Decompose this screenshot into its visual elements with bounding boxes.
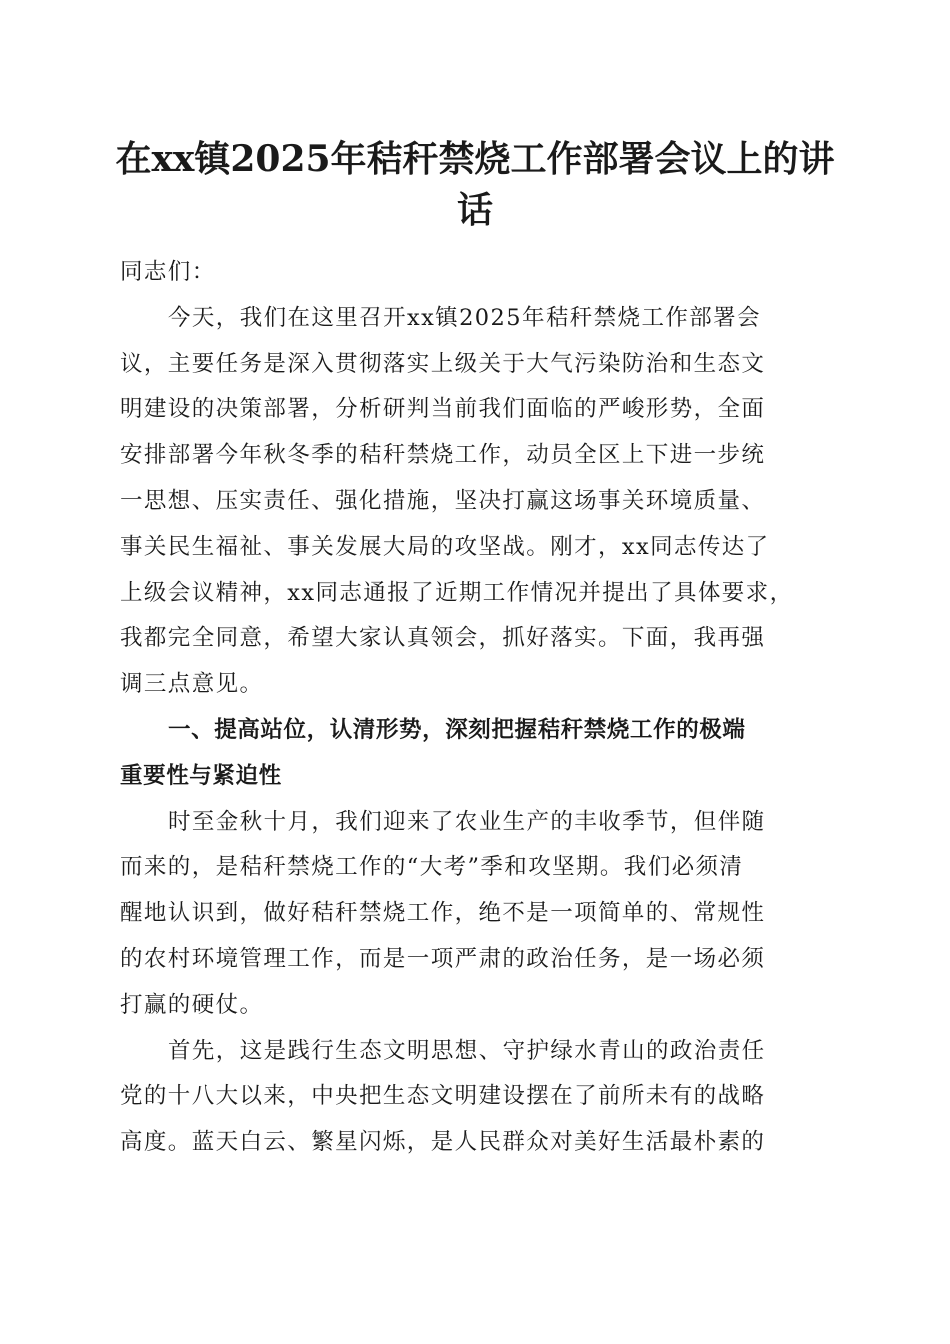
document-title <box>110 134 840 236</box>
paragraph-line: 上级会议精神，xx同志通报了近期工作情况并提出了具体要求， <box>120 579 794 606</box>
paragraph-line: 调三点意见。 <box>120 671 264 698</box>
paragraph-line: 今天，我们在这里召开xx镇2025年秸秆禁烧工作部署会 <box>168 304 761 331</box>
paragraph-line: 安排部署今年秋冬季的秸秆禁烧工作，动员全区上下进一步统 <box>120 442 766 469</box>
paragraph-line: 首先，这是践行生态文明思想、守护绿水青山的政治责任 <box>168 1037 766 1064</box>
document-body <box>120 250 835 1166</box>
salutation: 同志们： <box>120 259 216 285</box>
section-heading: 一、提高站位，认清形势，深刻把握秸秆禁烧工作的极端 <box>168 716 746 743</box>
paragraph-line: 党的十八大以来，中央把生态文明建设摆在了前所未有的战略 <box>120 1083 766 1110</box>
paragraph-line: 事关民生福祉、事关发展大局的攻坚战。刚才，xx同志传达了 <box>120 533 770 560</box>
paragraph-line: 一思想、压实责任、强化措施，坚决打赢这场事关环境质量、 <box>120 487 766 514</box>
paragraph-line: 议，主要任务是深入贯彻落实上级关于大气污染防治和生态文 <box>120 350 766 377</box>
title-line-2: 话 <box>456 189 493 231</box>
paragraph-line: 的农村环境管理工作，而是一项严肃的政治任务，是一场必须 <box>120 945 766 972</box>
paragraph-line: 时至金秋十月，我们迎来了农业生产的丰收季节，但伴随 <box>168 808 766 835</box>
paragraph-line: 我都完全同意，希望大家认真领会，抓好落实。下面，我再强 <box>120 625 766 652</box>
paragraph-line: 打赢的硬仗。 <box>120 991 264 1018</box>
title-line-1: 在xx镇2025年秸秆禁烧工作部署会议上的讲 <box>115 138 835 180</box>
paragraph-line: 高度。蓝天白云、繁星闪烁，是人民群众对美好生活最朴素的 <box>120 1129 766 1156</box>
section-heading: 重要性与紧迫性 <box>120 762 282 789</box>
paragraph-line: 而来的，是秸秆禁烧工作的“大考”季和攻坚期。我们必须清 <box>120 854 744 881</box>
paragraph-line: 明建设的决策部署，分析研判当前我们面临的严峻形势，全面 <box>120 396 766 423</box>
paragraph-line: 醒地认识到，做好秸秆禁烧工作，绝不是一项简单的、常规性 <box>120 900 766 927</box>
